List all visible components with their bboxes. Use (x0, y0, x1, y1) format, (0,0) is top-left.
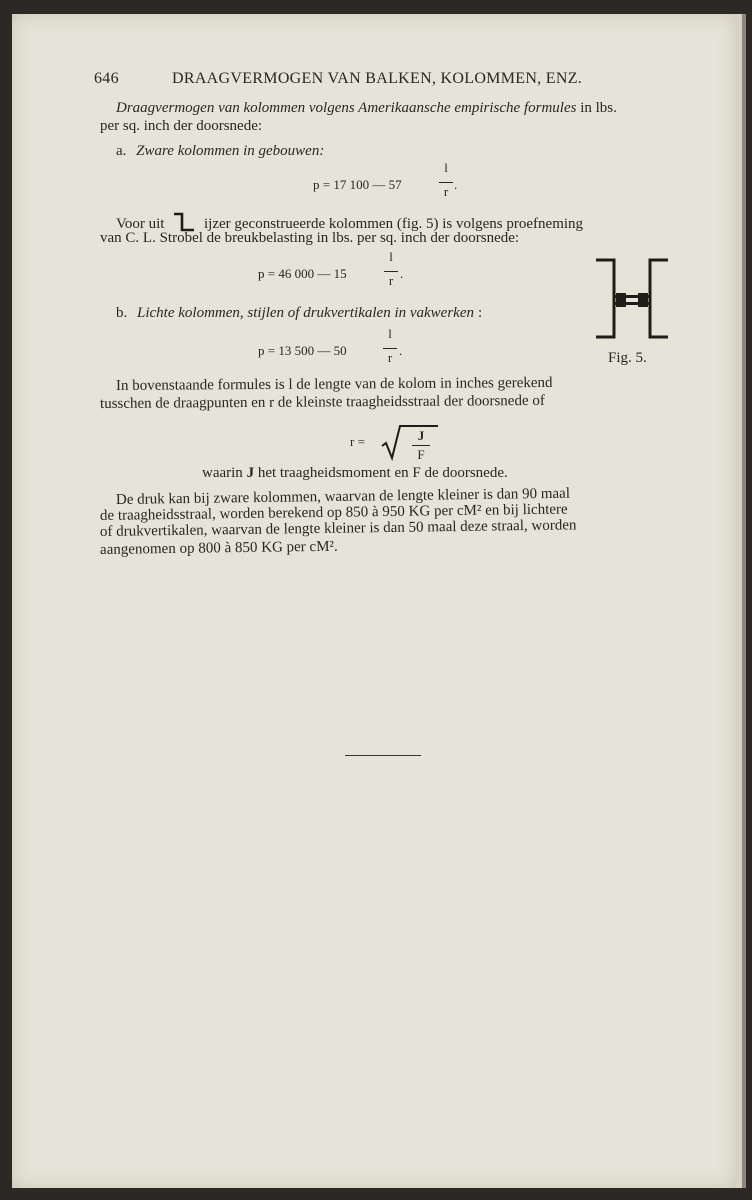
para-1-before: Voor uit (116, 216, 165, 232)
para-2-line-1: In bovenstaande formules is l de lengte van de kolom in inches gerekend (115, 374, 553, 394)
section-a-label: a. (116, 143, 127, 159)
figure-5-column-section (590, 255, 674, 343)
formula-3-numerator: l (388, 326, 392, 341)
formula-3-fraction-bar (383, 348, 397, 349)
intro-line-2: per sq. inch der doorsnede: (100, 118, 263, 134)
formula-2-end: . (400, 266, 404, 281)
para-3 (202, 465, 508, 482)
formula-4-lhs: r = (350, 434, 365, 449)
formula-2-denominator: r (388, 273, 394, 288)
formula-1-fraction-bar (439, 182, 453, 183)
section-b-heading (116, 305, 482, 322)
para-2-line-2: tusschen de draagpunten en r de kleinste traagheidsstraal der doorsnede of (99, 392, 545, 412)
formula-4-fraction-bar (412, 445, 430, 446)
section-b-colon: : (478, 305, 483, 321)
para-3-symbol: J (246, 465, 255, 481)
section-a-heading (116, 143, 324, 160)
para-1-after: ijzer geconstrueerde kolommen (fig. 5) is volgens proefneming (203, 216, 584, 232)
section-a-title: Zware kolommen in gebouwen: (136, 143, 325, 159)
intro-rest: in lbs. (576, 100, 617, 116)
formula-2-numerator: l (389, 249, 393, 264)
formula-1-numerator: l (444, 160, 448, 175)
section-b-label: b. (116, 305, 128, 321)
page-edge-shadow (742, 14, 746, 1188)
para-4-line-4: aangenomen op 800 à 850 KG per cM². (99, 538, 338, 558)
para-4-line-1: De druk kan bij zware kolommen, waarvan de lengte kleiner is dan 90 maal (115, 485, 571, 508)
running-title: DRAAGVERMOGEN VAN BALKEN, KOLOMMEN, ENZ. (172, 70, 583, 87)
para-3-prefix: waarin (202, 465, 247, 481)
para-4-line-2: de traagheidsstraal, worden berekend op 850 à 950 KG per cM² en bij lichtere (99, 501, 568, 524)
intro-italic: Draagvermogen van kolommen volgens Amerikaansche empirische formules (116, 100, 577, 116)
formula-4-numerator: J (417, 428, 425, 443)
formula-2-fraction-bar (384, 271, 398, 272)
formula-4-denominator: F (417, 447, 425, 462)
formula-3-lhs: p = 13 500 — 50 (258, 343, 347, 358)
page-number: 646 (94, 70, 119, 87)
section-b-title: Lichte kolommen, stijlen of drukvertikalen in vakwerken (137, 305, 474, 321)
formula-3-end: . (399, 343, 403, 358)
figure-5-caption: Fig. 5. (608, 350, 647, 366)
formula-1-denominator: r (443, 184, 449, 199)
square-root-sign (380, 424, 440, 462)
formula-2-lhs: p = 46 000 — 15 (258, 266, 347, 281)
formula-1-lhs: p = 17 100 — 57 (313, 177, 402, 192)
formula-3-denominator: r (387, 350, 393, 365)
channel-section-icon (172, 212, 196, 232)
formula-1-end: . (454, 177, 458, 192)
closing-rule (345, 755, 421, 756)
para-1-line-2: van C. L. Strobel de breukbelasting in lbs. per sq. inch der doorsnede: (100, 230, 520, 246)
para-3-suffix: het traagheidsmoment en F de doorsnede. (254, 465, 508, 481)
intro-line-1 (116, 100, 617, 117)
para-4-line-3: of drukvertikalen, waarvan de lengte kleiner is dan 50 maal deze straal, worden (99, 517, 577, 540)
